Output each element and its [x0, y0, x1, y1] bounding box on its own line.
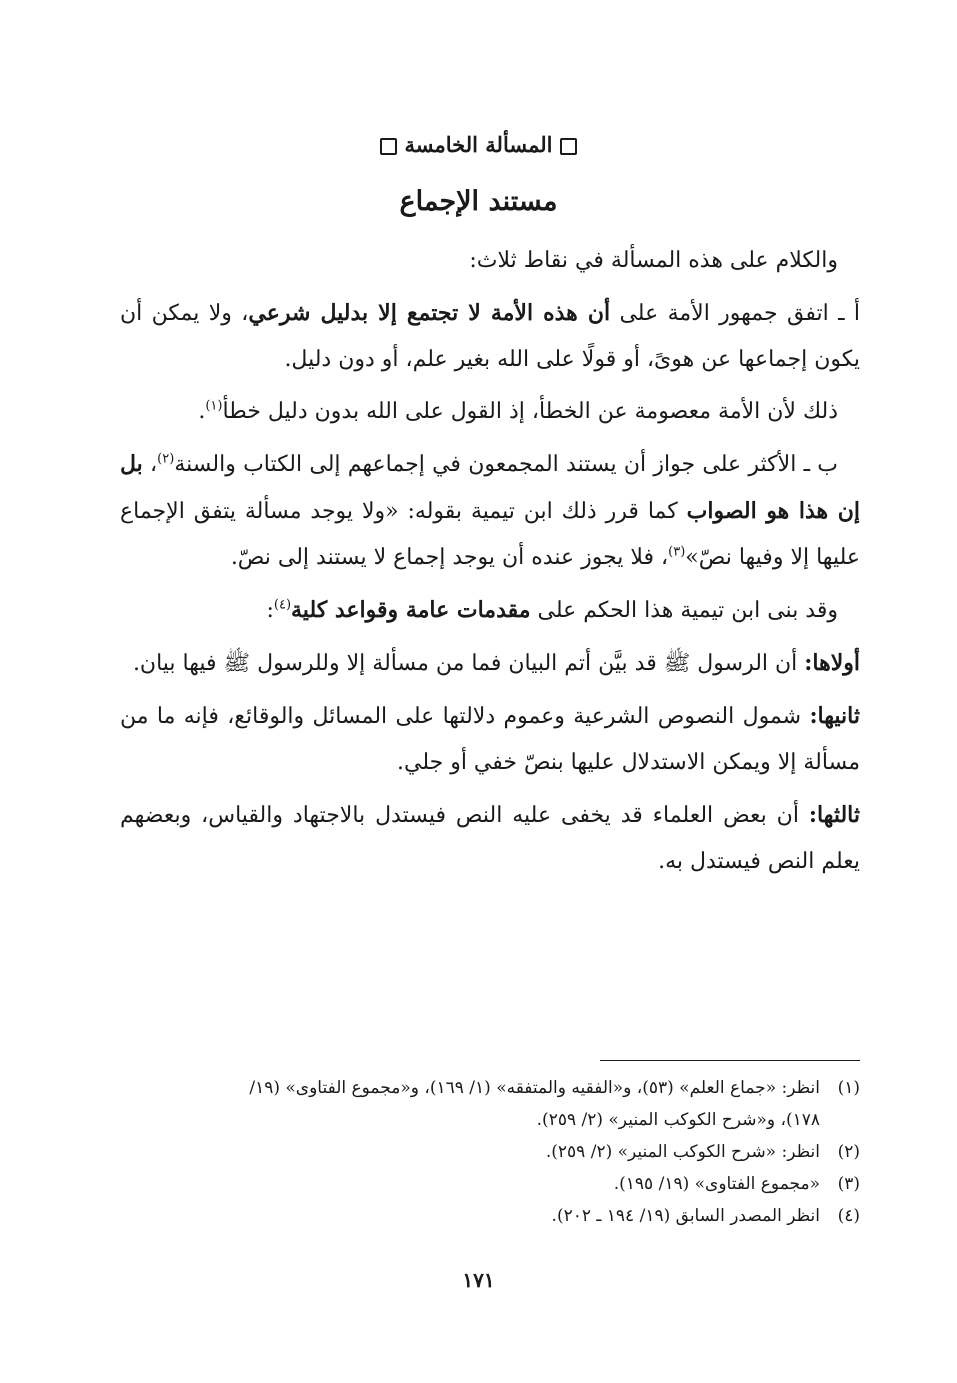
footnote-item — [120, 1168, 860, 1200]
second-premise: ثانيها: شمول النصوص الشرعية وعموم دلالتها على المسائل والوقائع، فإنه ما من مسألة إلا ويمكن الاستدلال عليها بنصّ خفي أو جلي. — [120, 703, 860, 775]
footnote-ref: (٣) — [668, 544, 686, 560]
point-a-bold: أن هذه الأمة لا تجتمع إلا بدليل شرعي — [248, 300, 611, 326]
footnote-ref: (٤) — [273, 597, 292, 613]
square-ornament-icon — [380, 138, 397, 155]
point-b-paragraph: ب ـ الأكثر على جواز أن يستند المجمعون في إجماعهم إلى الكتاب والسنة$^{(٢)}$، بل إن هذا هو الصواب كما قرر ذلك ابن تيمية بقوله: «ولا يوجد مسألة يتفق الإجماع عليها إلا وفيها نصّ»$^{(٣)}$، فلا يجوز عنده أن يوجد إجماع لا يستند إلى نصّ. — [120, 451, 860, 570]
footnote-divider — [600, 1060, 860, 1061]
footnote-item — [120, 1072, 860, 1104]
basis-paragraph: وقد بنى ابن تيمية هذا الحكم على مقدمات عامة وقواعد كلية$^{(٤)}$: — [266, 597, 838, 623]
reason-paragraph: ذلك لأن الأمة معصومة عن الخطأ، إذ القول على الله بدون دليل خطأ$^{(١)}$. — [198, 398, 838, 424]
footnote-ref: (١) — [205, 398, 223, 414]
basis-bold: مقدمات عامة وقواعد كلية — [291, 597, 531, 623]
page-number: ١٧١ — [462, 1268, 495, 1292]
intro-paragraph: والكلام على هذه المسألة في نقاط ثلاث: — [469, 248, 838, 273]
section-label: المسألة الخامسة — [404, 132, 553, 157]
footnote-number: (٤) — [837, 1206, 860, 1226]
footnote-continuation: ١٧٨)، و«شرح الكوكب المنير» (٢/ ٢٥٩). — [536, 1110, 820, 1130]
footnote-number: (٣) — [837, 1174, 860, 1194]
footnote-ref: (٢) — [157, 451, 175, 467]
section-heading — [0, 132, 957, 157]
point-a-paragraph: أ ـ اتفق جمهور الأمة على أن هذه الأمة لا تجتمع إلا بدليل شرعي، ولا يمكن أن يكون إجماعها عن هوىً، أو قولًا على الله بغير علم، أو دون دليل. — [120, 300, 860, 372]
third-premise: ثالثها: أن بعض العلماء قد يخفى عليه النص فيستدل بالاجتهاد والقياس، وبعضهم يعلم النص فيستدل به. — [120, 802, 860, 874]
footnote-item — [120, 1200, 860, 1232]
premise-label: ثالثها: — [808, 802, 860, 828]
footnote-item — [120, 1136, 860, 1168]
point-b-bold: بل إن هذا هو الصواب — [120, 451, 860, 524]
square-ornament-icon — [560, 138, 577, 155]
footnote-text: «مجموع الفتاوى» (١٩/ ١٩٥). — [613, 1174, 820, 1194]
footnote-text: انظر: «جماع العلم» (٥٣)، و«الفقيه والمتفقه» (١/ ١٦٩)، و«مجموع الفتاوى» (١٩/ — [249, 1078, 820, 1098]
premise-label: أولاها: — [804, 650, 860, 676]
footnote-number: (١) — [837, 1078, 860, 1098]
first-premise: أولاها: أن الرسول ﷺ قد بيَّن أتم البيان فما من مسألة إلا وللرسول ﷺ فيها بيان. — [132, 650, 860, 676]
footnote-text: انظر المصدر السابق (١٩/ ١٩٤ ـ ٢٠٢). — [551, 1206, 820, 1226]
footnote-number: (٢) — [837, 1142, 860, 1162]
premise-label: ثانيها: — [809, 703, 860, 729]
footnote-text: انظر: «شرح الكوكب المنير» (٢/ ٢٥٩). — [545, 1142, 820, 1162]
page-title: مستند الإجماع — [399, 186, 558, 217]
footnotes — [120, 1072, 860, 1232]
body-text — [120, 238, 860, 891]
